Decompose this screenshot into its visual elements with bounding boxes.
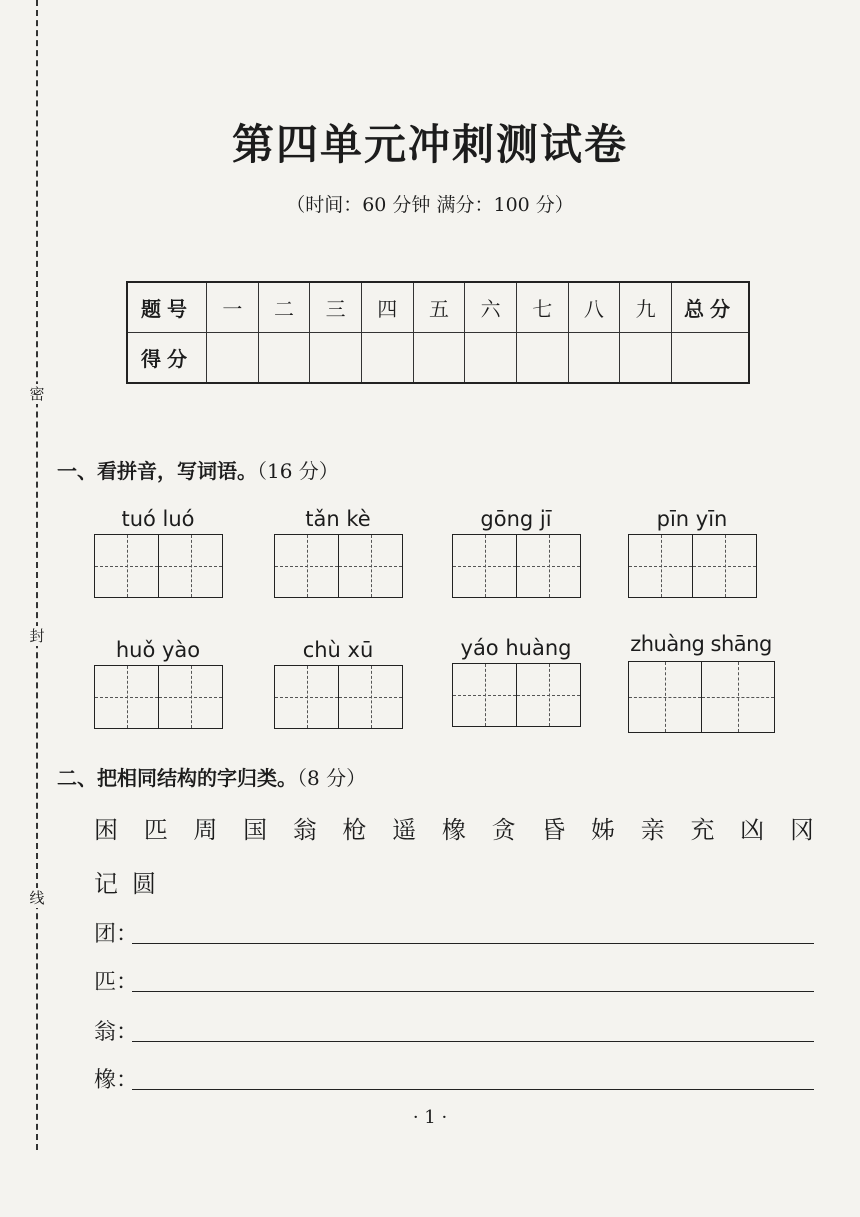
score-cell[interactable] bbox=[310, 333, 362, 384]
pinyin-label: tuó luó bbox=[121, 507, 195, 531]
score-cell[interactable] bbox=[568, 333, 620, 384]
score-table-col-6: 六 bbox=[465, 282, 517, 333]
character-item: 凶 bbox=[740, 816, 765, 844]
answer-label: 橡： bbox=[94, 1068, 139, 1093]
character-item: 贪 bbox=[491, 816, 516, 844]
answer-label: 翁： bbox=[94, 1020, 139, 1045]
character-item: 周 bbox=[193, 816, 218, 844]
score-table-row-label: 题号 bbox=[127, 282, 207, 333]
writing-cell[interactable] bbox=[275, 666, 338, 728]
writing-cell[interactable] bbox=[158, 666, 222, 728]
writing-cell[interactable] bbox=[95, 535, 158, 597]
answer-line[interactable] bbox=[132, 991, 814, 992]
section-2-title bbox=[57, 762, 366, 791]
answer-line[interactable] bbox=[132, 943, 814, 944]
writing-boxes[interactable] bbox=[628, 534, 757, 598]
answer-line[interactable] bbox=[132, 1041, 814, 1042]
score-table-col-3: 三 bbox=[310, 282, 362, 333]
writing-cell[interactable] bbox=[453, 535, 516, 597]
binding-dashed-line bbox=[36, 0, 38, 1150]
pinyin-label: pīn yīn bbox=[656, 507, 728, 531]
score-cell[interactable] bbox=[413, 333, 465, 384]
writing-cell[interactable] bbox=[275, 535, 338, 597]
answer-row bbox=[94, 960, 814, 996]
score-table-score-label: 得分 bbox=[127, 333, 207, 384]
writing-cell[interactable] bbox=[95, 666, 158, 728]
pinyin-label: huǒ yào bbox=[115, 638, 201, 662]
score-table-col-4: 四 bbox=[361, 282, 413, 333]
answer-row bbox=[94, 1010, 814, 1046]
answer-row bbox=[94, 912, 814, 948]
section-1-points: （16 分） bbox=[257, 459, 339, 483]
answer-label: 团： bbox=[94, 922, 139, 947]
score-table-total-label: 总分 bbox=[672, 282, 750, 333]
pinyin-label: yáo huàng bbox=[460, 636, 572, 660]
writing-boxes[interactable] bbox=[452, 534, 581, 598]
section-2-points: （8 分） bbox=[297, 766, 367, 790]
seal-mark-mi: 密 bbox=[27, 384, 47, 404]
writing-cell[interactable] bbox=[338, 535, 402, 597]
answer-row bbox=[94, 1058, 814, 1094]
score-table-col-8: 八 bbox=[568, 282, 620, 333]
section-1-title bbox=[57, 455, 339, 484]
character-list bbox=[94, 810, 814, 845]
character-item: 昏 bbox=[541, 816, 566, 844]
writing-cell[interactable] bbox=[692, 535, 756, 597]
character-list-line-2: 记圆 bbox=[94, 870, 170, 898]
character-item: 橡 bbox=[441, 816, 466, 844]
writing-boxes[interactable] bbox=[628, 661, 775, 733]
writing-cell[interactable] bbox=[701, 662, 774, 732]
score-cell[interactable] bbox=[258, 333, 310, 384]
time-and-score-info: （时间：60 分钟 满分：100 分） bbox=[286, 194, 574, 216]
character-item: 姊 bbox=[591, 816, 616, 844]
score-table-col-9: 九 bbox=[620, 282, 672, 333]
page-title: 第四单元冲刺测试卷 bbox=[231, 120, 628, 169]
score-table-score-row bbox=[127, 333, 749, 384]
writing-cell[interactable] bbox=[516, 664, 580, 726]
writing-boxes[interactable] bbox=[274, 665, 403, 729]
character-item: 国 bbox=[243, 816, 268, 844]
writing-cell[interactable] bbox=[516, 535, 580, 597]
score-cell[interactable] bbox=[620, 333, 672, 384]
character-item: 冈 bbox=[789, 816, 814, 844]
pinyin-label: gōng jī bbox=[480, 507, 552, 531]
score-cell[interactable] bbox=[361, 333, 413, 384]
answer-label: 匹： bbox=[94, 970, 139, 995]
score-cell-total[interactable] bbox=[672, 333, 750, 384]
score-table-col-5: 五 bbox=[413, 282, 465, 333]
character-item: 困 bbox=[94, 816, 118, 844]
pinyin-label: chù xū bbox=[302, 638, 374, 662]
character-item: 匹 bbox=[143, 816, 168, 844]
score-table-col-7: 七 bbox=[516, 282, 568, 333]
character-item: 遥 bbox=[392, 816, 417, 844]
character-item: 翁 bbox=[292, 816, 317, 844]
writing-boxes[interactable] bbox=[452, 663, 581, 727]
section-2-title-text: 二、把相同结构的字归类。 bbox=[57, 766, 297, 790]
character-item: 枪 bbox=[342, 816, 367, 844]
score-table bbox=[126, 281, 750, 384]
seal-mark-xian: 线 bbox=[27, 888, 47, 908]
writing-boxes[interactable] bbox=[94, 534, 223, 598]
page-number: · 1 · bbox=[412, 1107, 448, 1128]
writing-boxes[interactable] bbox=[94, 665, 223, 729]
pinyin-label: zhuàng shāng bbox=[630, 632, 772, 656]
section-1-title-text: 一、看拼音，写词语。 bbox=[57, 459, 257, 483]
score-cell[interactable] bbox=[465, 333, 517, 384]
score-table-col-2: 二 bbox=[258, 282, 310, 333]
writing-cell[interactable] bbox=[629, 535, 692, 597]
character-item: 亲 bbox=[640, 816, 665, 844]
writing-cell[interactable] bbox=[453, 664, 516, 726]
character-item: 充 bbox=[690, 816, 715, 844]
score-table-col-1: 一 bbox=[207, 282, 259, 333]
writing-boxes[interactable] bbox=[274, 534, 403, 598]
writing-cell[interactable] bbox=[629, 662, 701, 732]
writing-cell[interactable] bbox=[338, 666, 402, 728]
answer-line[interactable] bbox=[132, 1089, 814, 1090]
writing-cell[interactable] bbox=[158, 535, 222, 597]
seal-mark-feng: 封 bbox=[27, 626, 47, 646]
score-cell[interactable] bbox=[207, 333, 259, 384]
pinyin-label: tǎn kè bbox=[305, 507, 371, 531]
score-cell[interactable] bbox=[516, 333, 568, 384]
score-table-header-row bbox=[127, 282, 749, 333]
